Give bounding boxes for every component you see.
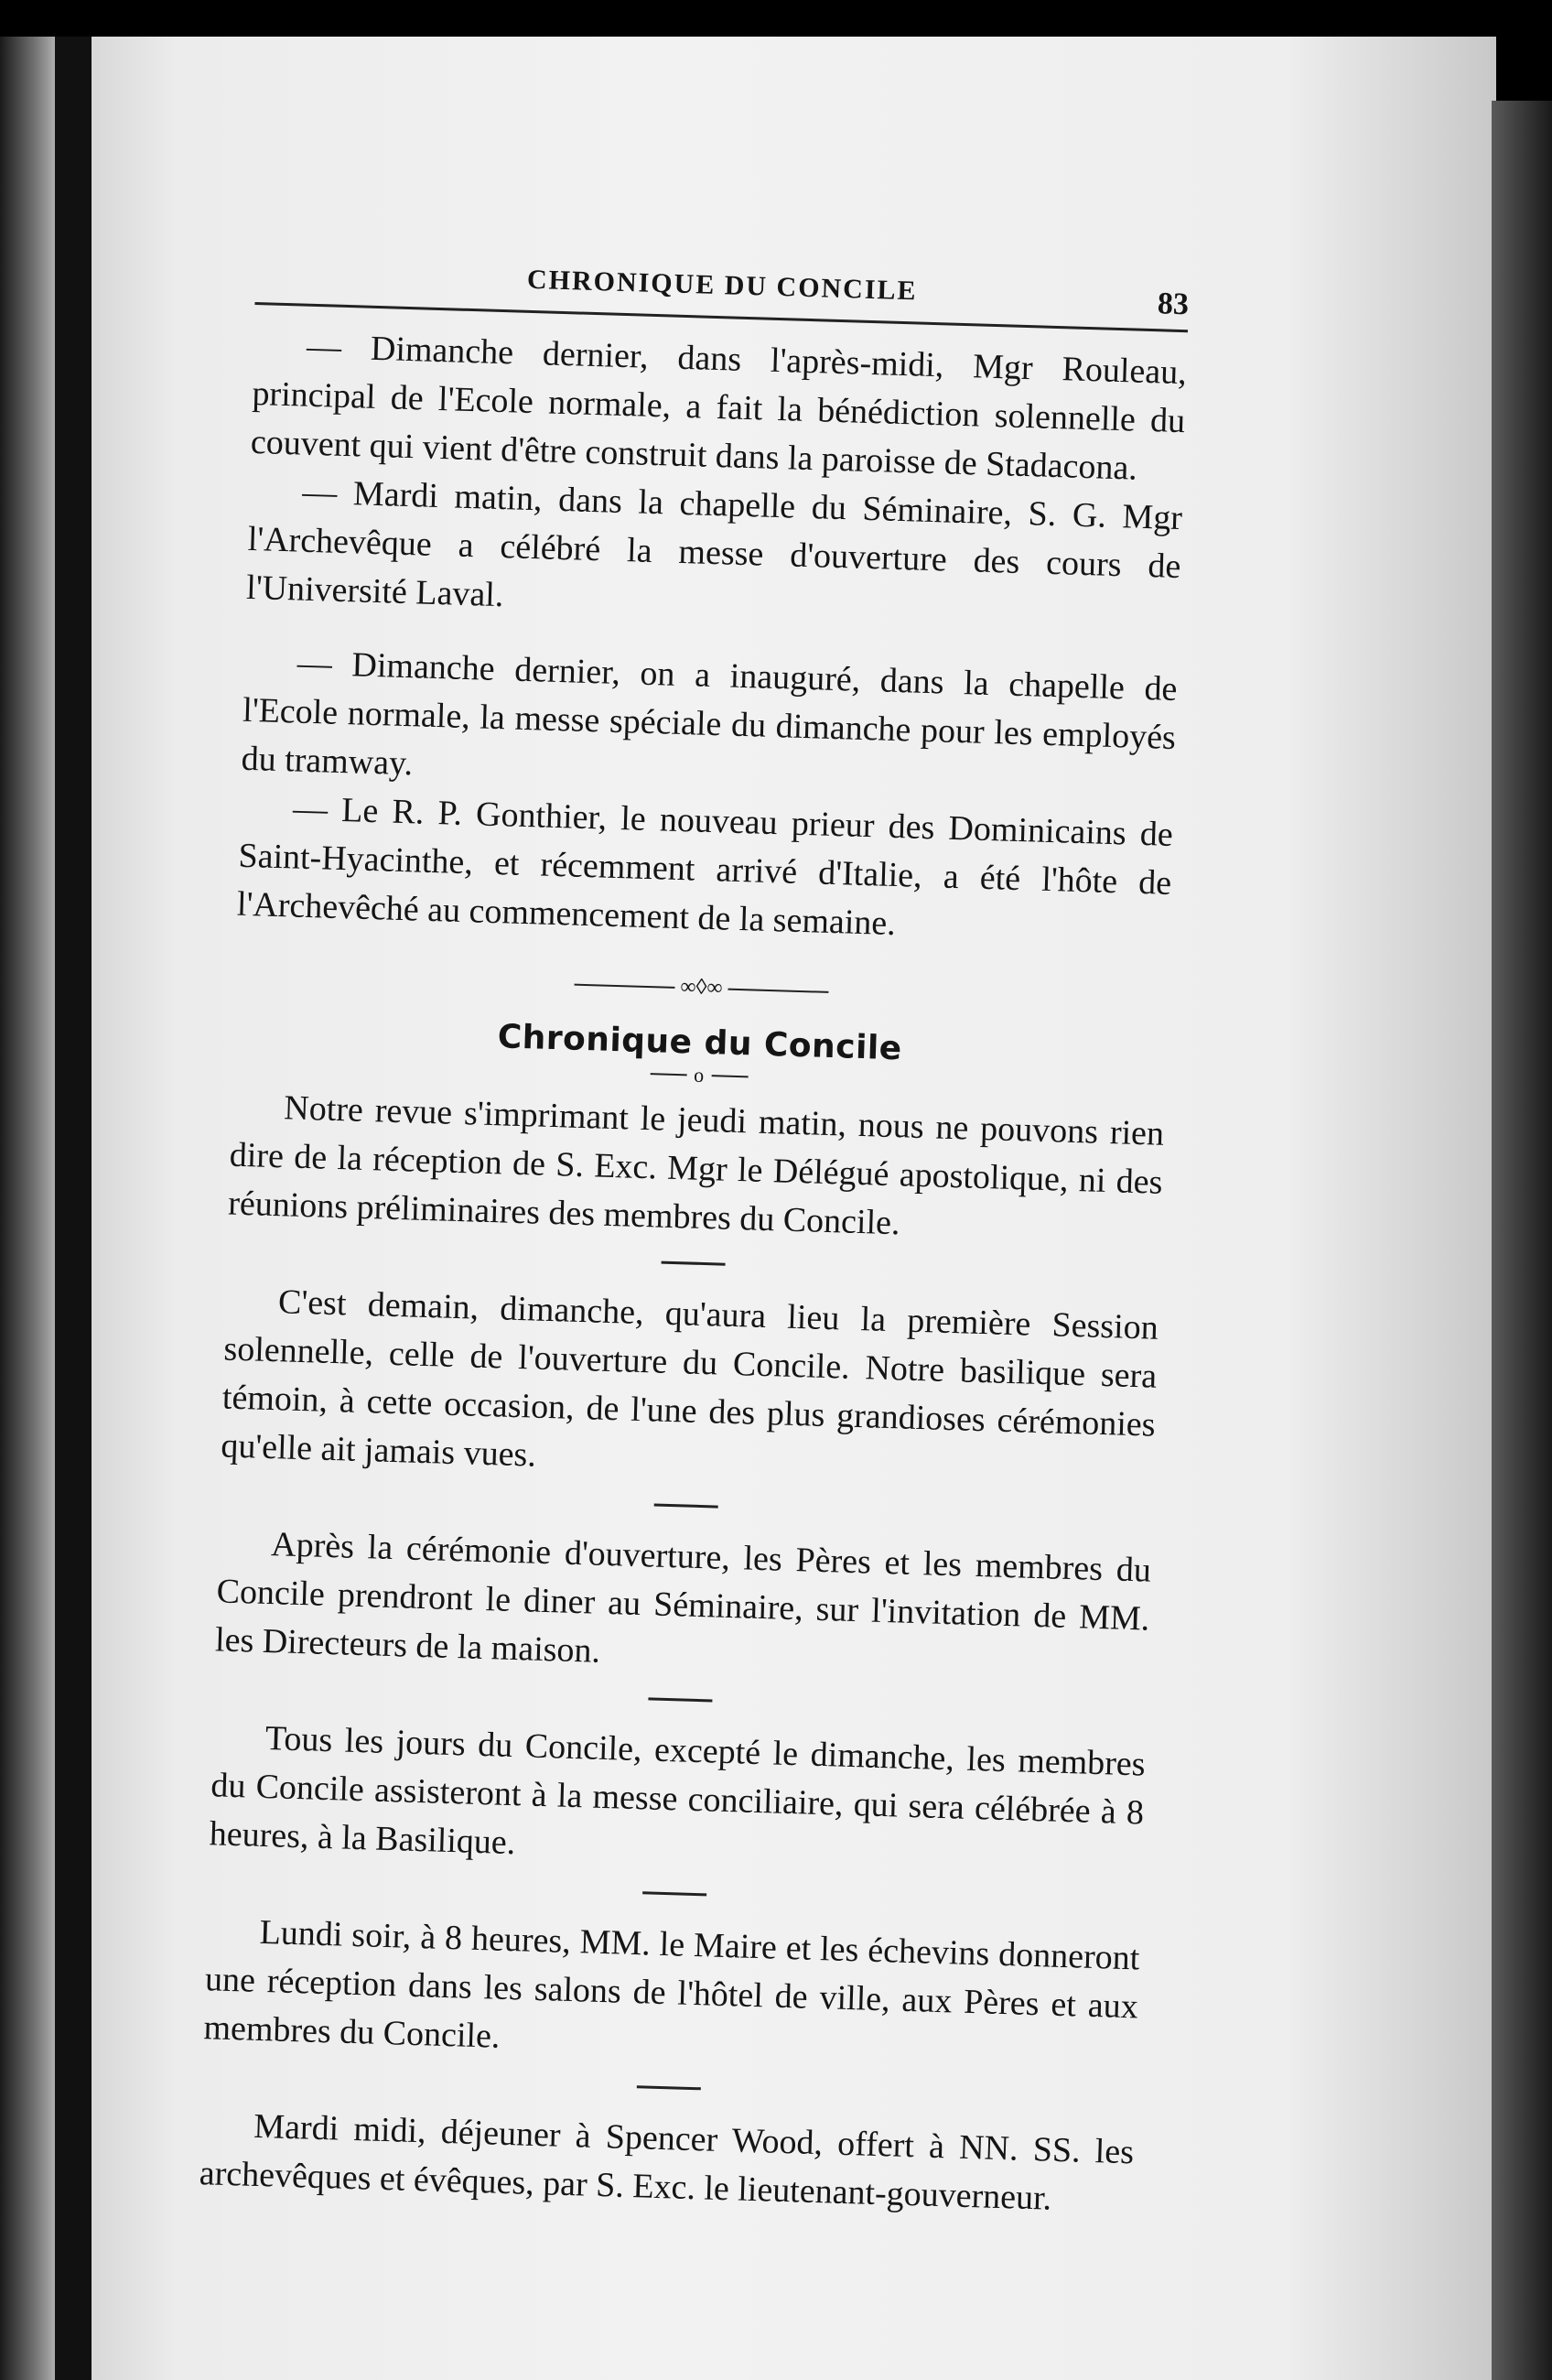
separator-line-right — [711, 1075, 748, 1077]
news-item: — Dimanche dernier, dans l'après-midi, Mgr Rouleau, principal de l'Ecole normale, a fait la bénédiction solennelle du couvent qui vient d'être construit dans la paroisse de Stadacona. — [250, 327, 1188, 488]
book-gutter — [55, 37, 92, 2380]
separator-line-left — [650, 1073, 686, 1076]
concile-paragraph: Notre revue s'imprimant le jeudi matin, nous ne pouvons rien dire de la réception de S. Exc. Mgr le Délégué apostolique, ni des réunions préliminaires des membres du Concile. — [227, 1088, 1165, 1243]
concile-paragraph: Tous les jours du Concile, excepté le dimanche, les membres du Concile assisteront à la messe conciliaire, qui sera célébrée à 8 heures, à la Basilique. — [209, 1719, 1147, 1863]
paragraph-rule — [648, 1697, 712, 1702]
paragraph-rule — [637, 2085, 701, 2090]
paragraph-rule — [642, 1891, 706, 1896]
concile-paragraph: C'est demain, dimanche, qu'aura lieu la première Session solennelle, celle de l'ouverture du Concile. Notre basilique sera témoin, à cette occasion, de l'une des plus grandioses cérémonies qu'elle ait jamais vues. — [220, 1282, 1159, 1475]
ornament-line-right — [728, 988, 828, 992]
paragraph-rule — [662, 1261, 726, 1266]
page-text-block — [199, 256, 1190, 2225]
running-title: CHRONIQUE DU CONCILE — [526, 264, 919, 307]
page-shadow — [1492, 101, 1552, 2380]
page-number: 83 — [1157, 287, 1190, 322]
news-item: — Dimanche dernier, on a inauguré, dans la chapelle de l'Ecole normale, la messe spéciale du dimanche pour les employés du tramway. — [241, 644, 1179, 784]
separator-mark: o — [693, 1063, 705, 1087]
paragraph-rule — [654, 1503, 718, 1508]
news-item: — Le R. P. Gonthier, le nouveau prieur des Dominicains de Saint-Hyacinthe, et récemment arrivé d'Italie, a été l'hôte de l'Archevêché au commencement de la semaine. — [236, 789, 1174, 944]
news-item: — Mardi matin, dans la chapelle du Séminaire, S. G. Mgr l'Archevêque a célébré la messe d'ouverture des cours de l'Université Laval. — [245, 472, 1183, 615]
concile-paragraph: Mardi midi, déjeuner à Spencer Wood, offert à NN. SS. les archevêques et évêques, par S. Exc. le lieutenant-gouverneur. — [199, 2106, 1135, 2218]
section-ornament — [234, 962, 1168, 1014]
ornament-center: ∞◊∞ — [680, 975, 723, 1001]
concile-paragraph: Lundi soir, à 8 heures, MM. le Maire et les échevins donneront une réception dans les salons de l'hôtel de ville, aux Pères et aux membres du Concile. — [202, 1912, 1140, 2056]
section-title: Chronique du Concile — [497, 1018, 903, 1068]
ornament-line-left — [574, 983, 674, 988]
concile-paragraph: Après la cérémonie d'ouverture, les Pères et les membres du Concile prendront le diner au Séminaire, sur l'invitation de MM. les Directeurs de la maison. — [214, 1525, 1152, 1671]
